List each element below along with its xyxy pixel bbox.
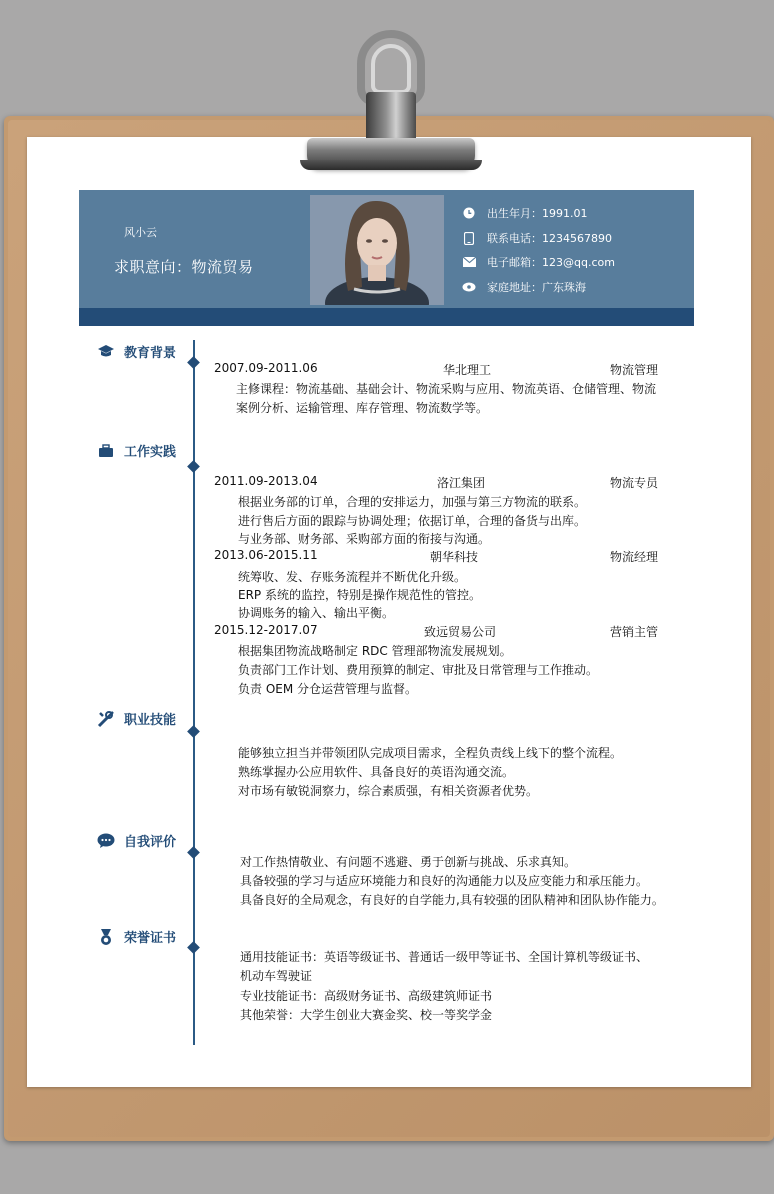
education-courses-line-2: 案例分析、运输管理、库存管理、物流数学等。 (236, 401, 489, 415)
timeline-line (193, 340, 195, 1045)
job-2-duty-2: ERP 系统的监控，特别是操作规范性的管控。 (238, 588, 481, 602)
honor-line-3: 专业技能证书：高级财务证书、高级建筑师证书 (240, 989, 493, 1003)
job-1-position: 物流专员 (610, 476, 659, 490)
job-3-position: 营销主管 (610, 625, 659, 639)
skill-line-1: 能够独立担当并带领团队完成项目需求，全程负责线上线下的整个流程。 (238, 746, 623, 760)
briefcase-icon (96, 442, 116, 460)
job-objective: 求职意向：物流贸易 (114, 258, 254, 276)
job-3-period: 2015.12-2017.07 (214, 623, 318, 637)
section-title-work (96, 441, 176, 460)
speech-bubble-icon (96, 832, 116, 850)
section-title-self (96, 831, 176, 850)
job-1-duty-2: 进行售后方面的跟踪与协调处理；依据订单，合理的备货与出库。 (238, 514, 587, 528)
section-title-honors (96, 927, 176, 946)
clock-icon (462, 206, 476, 220)
self-line-3: 具备良好的全局观念，有良好的自学能力,具有较强的团队精神和团队协作能力。 (240, 893, 664, 907)
job-1-period: 2011.09-2013.04 (214, 474, 318, 488)
job-2-company: 朝华科技 (430, 550, 479, 564)
clip-ring-highlight (371, 44, 411, 94)
work-title-text: 工作实践 (124, 445, 177, 460)
birth-text: 出生年月：1991.01 (487, 207, 588, 220)
info-birth (462, 205, 588, 221)
job-3-company: 致远贸易公司 (424, 625, 497, 639)
job-2-duty-1: 统筹收、发、存账务流程并不断优化升级。 (238, 570, 467, 584)
clip-base-lip (300, 160, 482, 170)
phone-icon (462, 231, 476, 245)
education-courses-line-1: 主修课程：物流基础、基础会计、物流采购与应用、物流英语、仓储管理、物流 (236, 382, 657, 396)
job-1-company: 洛江集团 (437, 476, 486, 490)
job-2-period: 2013.06-2015.11 (214, 548, 318, 562)
job-3-duty-3: 负责 OEM 分仓运营管理与监督。 (238, 682, 418, 696)
honor-line-4: 其他荣誉：大学生创业大赛金奖、校一等奖学金 (240, 1008, 493, 1022)
candidate-name: 风小云 (124, 226, 157, 239)
section-title-education (96, 342, 176, 361)
honors-title-text: 荣誉证书 (124, 931, 177, 946)
job-1-duty-1: 根据业务部的订单，合理的安排运力，加强与第三方物流的联系。 (238, 495, 587, 509)
education-title-text: 教育背景 (124, 346, 177, 361)
self-line-2: 具备较强的学习与适应环境能力和良好的沟通能力以及应变能力和承压能力。 (240, 874, 649, 888)
tools-icon (96, 710, 116, 728)
education-period: 2007.09-2011.06 (214, 361, 318, 375)
location-icon (462, 280, 476, 294)
skills-title-text: 职业技能 (124, 713, 177, 728)
education-school: 华北理工 (443, 363, 492, 377)
job-1-duty-3: 与业务部、财务部、采购部方面的衔接与沟通。 (238, 532, 491, 546)
education-major: 物流管理 (610, 363, 659, 377)
job-3-duty-1: 根据集团物流战略制定 RDC 管理部物流发展规划。 (238, 644, 512, 658)
section-title-skills (96, 709, 176, 728)
job-2-position: 物流经理 (610, 550, 659, 564)
honor-line-1: 通用技能证书：英语等级证书、普通话一级甲等证书、全国计算机等级证书、 (240, 950, 649, 964)
graduation-cap-icon (96, 343, 116, 361)
self-line-1: 对工作热情敬业、有问题不逃避、勇于创新与挑战、乐求真知。 (240, 855, 577, 869)
portrait-image (310, 195, 444, 305)
info-phone (462, 230, 612, 246)
address-text: 家庭地址：广东珠海 (487, 281, 586, 294)
self-title-text: 自我评价 (124, 835, 177, 850)
envelope-icon (462, 255, 476, 269)
job-3-duty-2: 负责部门工作计划、费用预算的制定、审批及日常管理与工作推动。 (238, 663, 599, 677)
header-band (79, 308, 694, 326)
info-email (462, 254, 615, 270)
profile-photo (310, 195, 444, 305)
skill-line-2: 熟练掌握办公应用软件、具备良好的英语沟通交流。 (238, 765, 515, 779)
email-text: 电子邮箱：123@qq.com (487, 256, 615, 269)
medal-icon (96, 928, 116, 946)
phone-text: 联系电话：1234567890 (487, 232, 612, 245)
job-2-duty-3: 协调账务的输入、输出平衡。 (238, 606, 395, 620)
skill-line-3: 对市场有敏锐洞察力，综合素质强，有相关资源者优势。 (238, 784, 539, 798)
honor-line-2: 机动车驾驶证 (240, 969, 313, 983)
info-address (462, 279, 586, 295)
